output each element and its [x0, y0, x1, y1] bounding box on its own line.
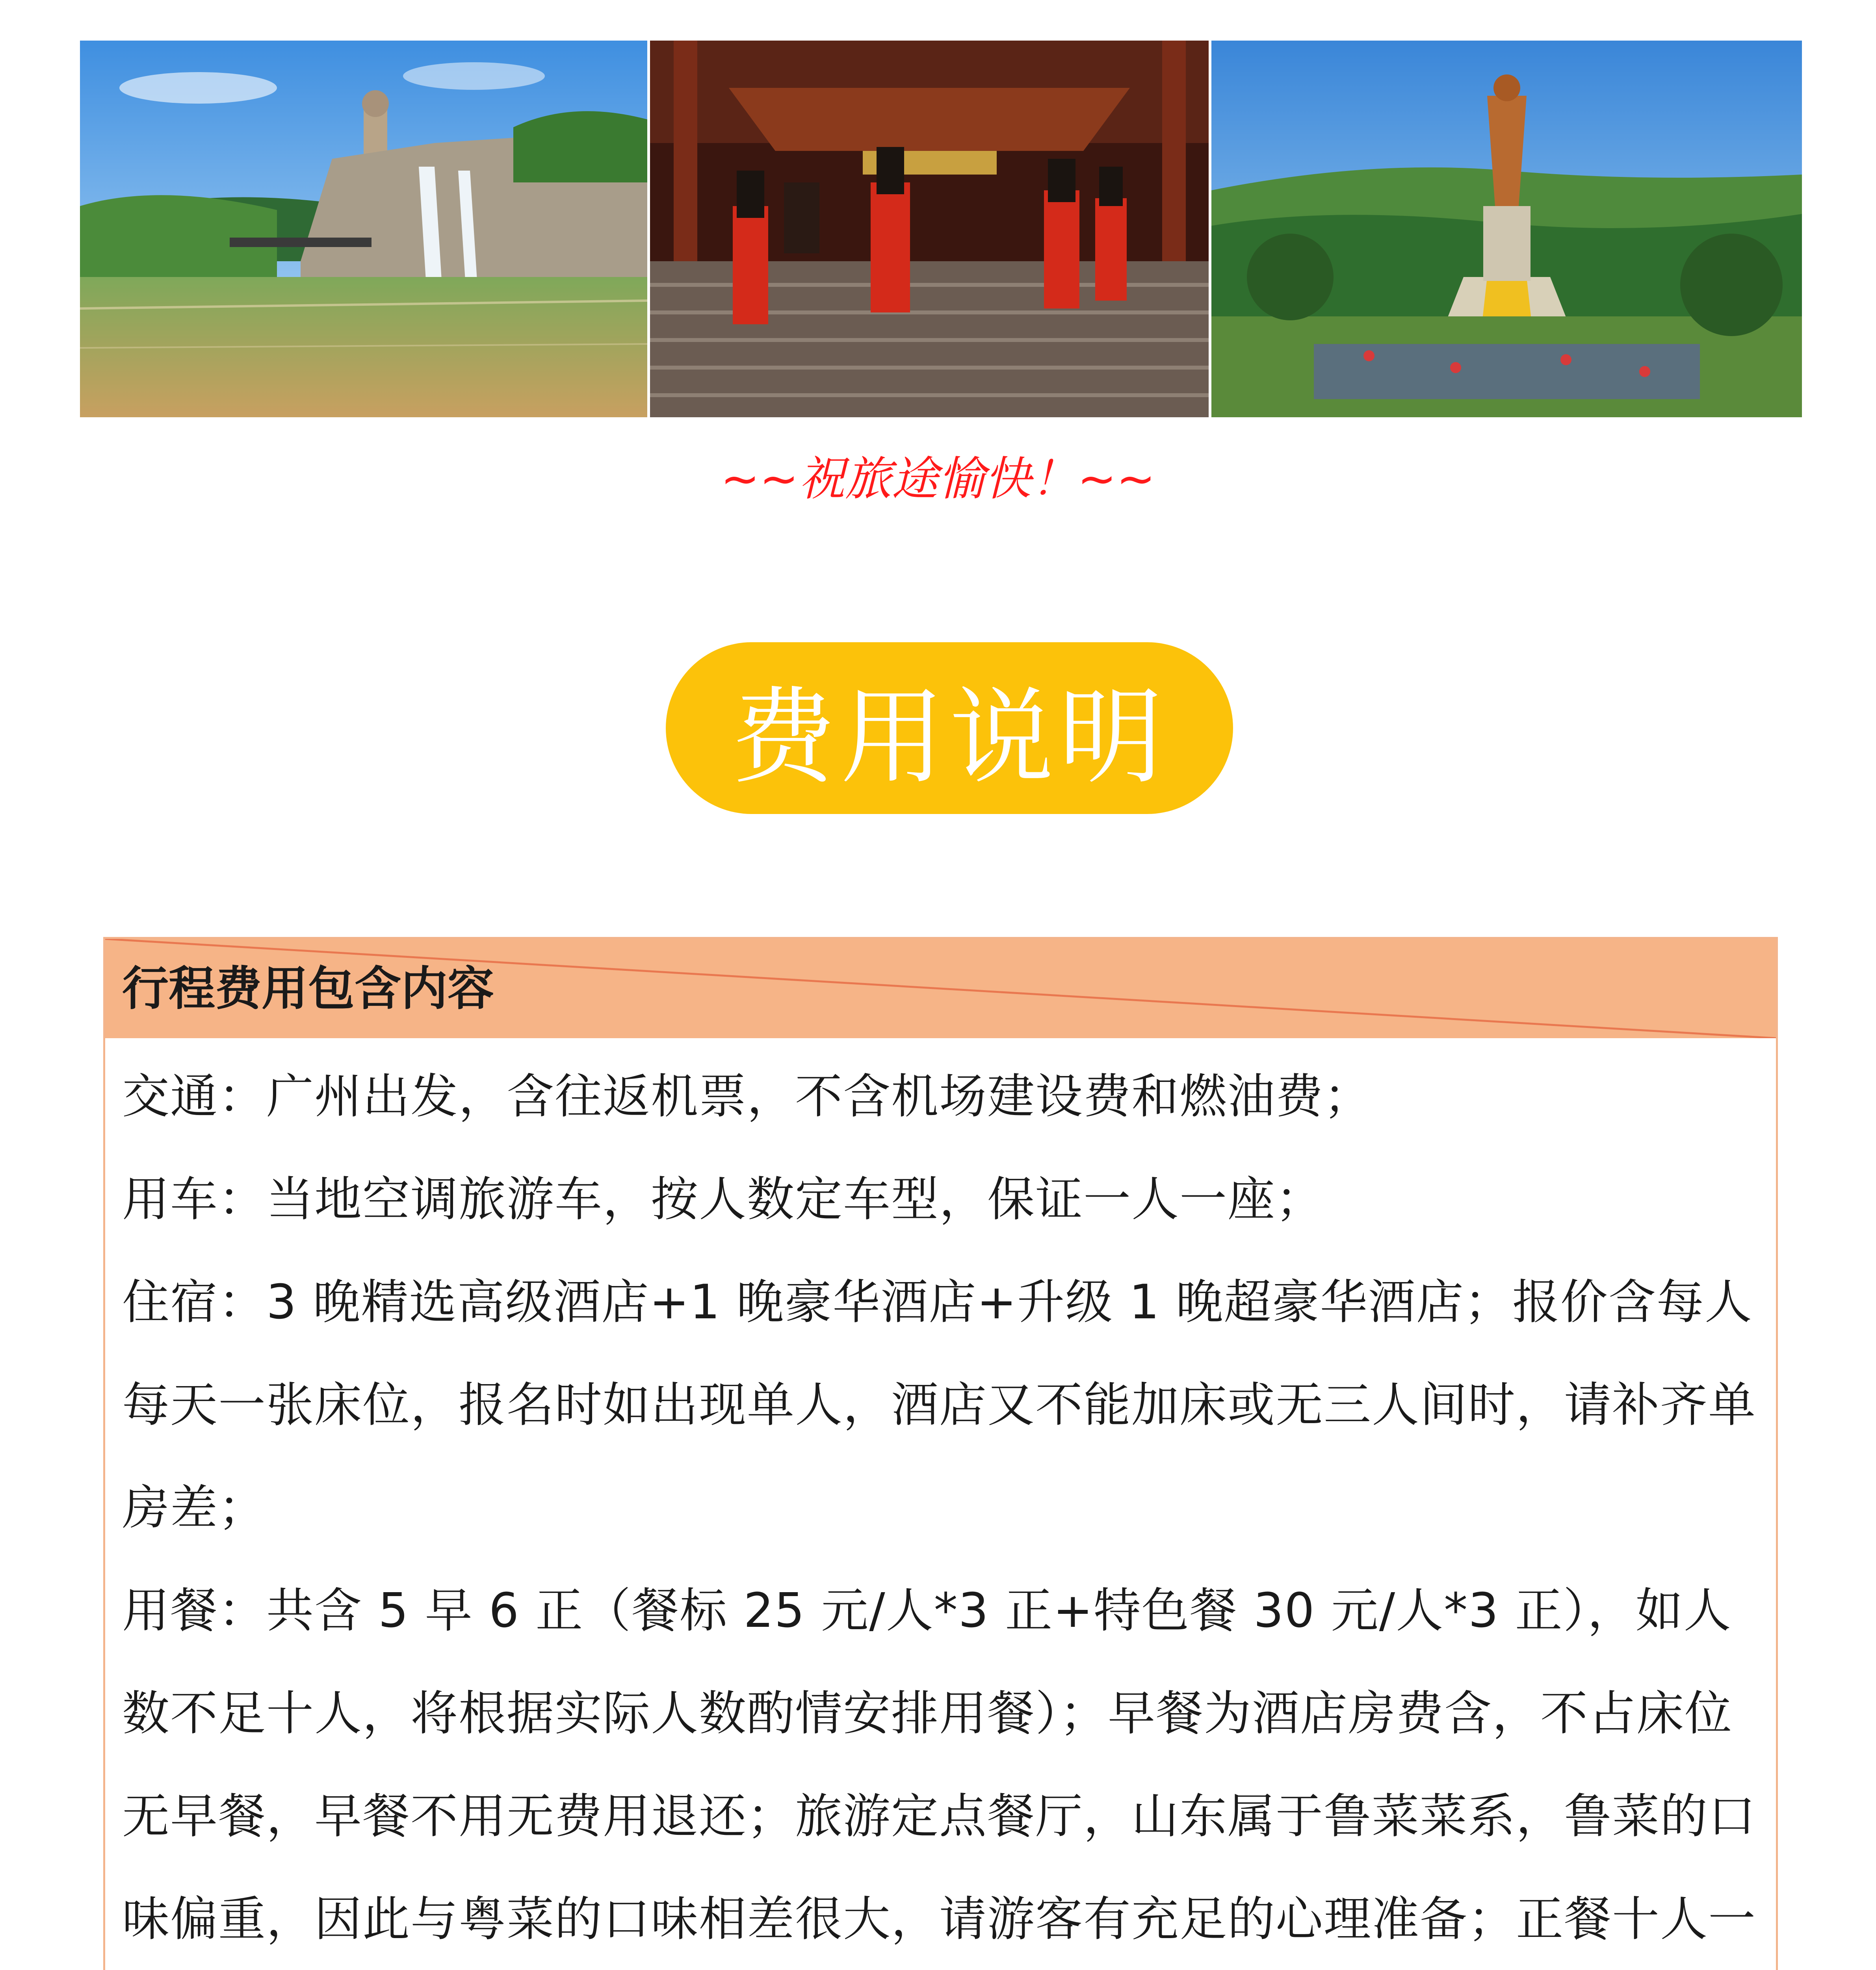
item-meals — [122, 1559, 1764, 1970]
item-label: 用餐： — [122, 1583, 266, 1638]
waterfall-garden-image — [80, 41, 647, 417]
temple-ceremony-photo — [650, 41, 1209, 417]
item-label: 住宿： — [122, 1275, 266, 1330]
waterfall-garden-photo — [80, 41, 647, 417]
panel-body — [122, 1045, 1764, 1970]
item-transport — [122, 1045, 1764, 1148]
item-text: 当地空调旅游车，按人数定车型，保证一人一座； — [266, 1172, 1324, 1227]
panel-title: 行程费用包含内容 — [122, 961, 494, 1016]
fee-inclusion-panel — [103, 937, 1778, 1970]
item-label: 交通： — [122, 1069, 266, 1124]
item-vehicle — [122, 1148, 1764, 1251]
item-accommodation — [122, 1251, 1764, 1559]
confucius-statue-image — [1211, 41, 1802, 417]
greeting-text: ~~祝旅途愉快！~~ — [721, 452, 1155, 506]
temple-ceremony-image — [650, 41, 1209, 417]
section-title: 费用说明 — [731, 676, 1168, 798]
item-text: 广州出发，含往返机票，不含机场建设费和燃油费； — [266, 1069, 1372, 1124]
photo-strip — [80, 41, 1802, 417]
confucius-statue-photo — [1211, 41, 1802, 417]
section-title-badge — [666, 642, 1233, 814]
panel-header — [105, 939, 1776, 1038]
item-text: 3 晚精选高级酒店+1 晚豪华酒店+升级 1 晚超豪华酒店；报价含每人每天一张床位，报名时如出现单人，酒店又不能加床或无三人间时，请补齐单房差； — [122, 1275, 1756, 1535]
item-label: 用车： — [122, 1172, 266, 1227]
item-text: 共含 5 早 6 正（餐标 25 元/人*3 正+特色餐 30 元/人*3 正），如人数不足十人，将根据实际人数酌情安排用餐）；早餐为酒店房费含，不占床位无早餐，早餐不用无费用退还；旅游定点餐厅，山东属于鲁菜菜系，鲁菜的口味偏重，因此与粤菜的口味相差很大，请游客有充足的心理准备；正餐十人一 — [122, 1583, 1756, 1947]
